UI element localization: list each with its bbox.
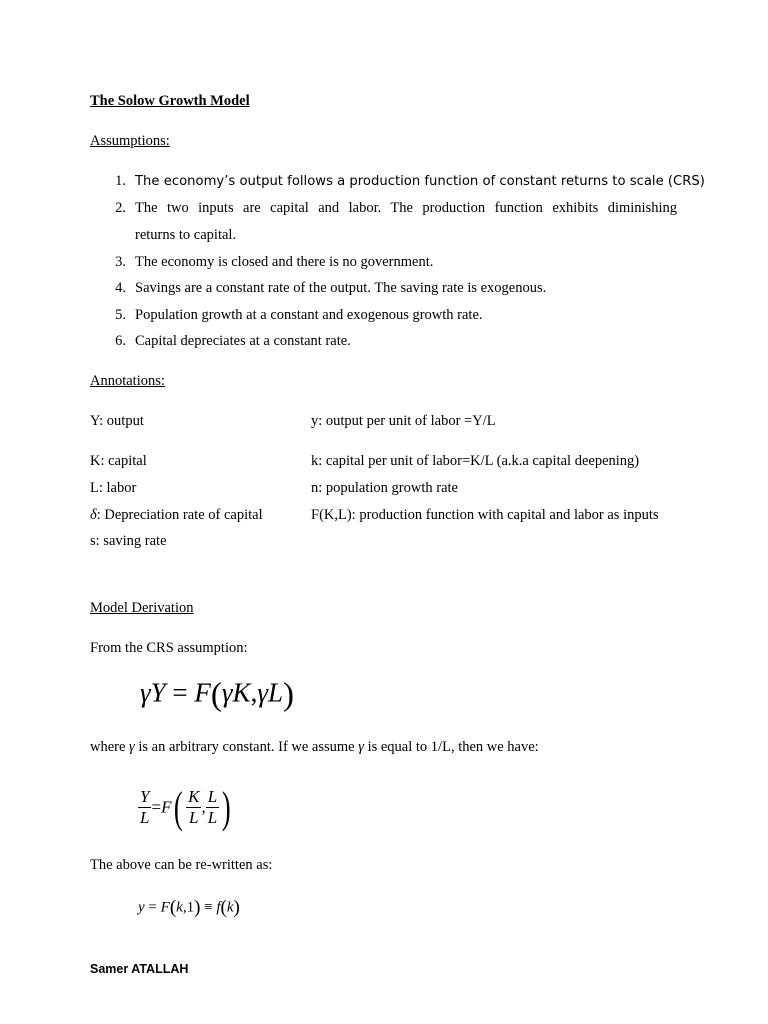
equation-per-labor: $\frac{Y}{L}$ =F( $\frac{K}{L}$ , $\frac{L}{L}$ ) xyxy=(140,783,231,832)
annotation-y: Y: output xyxy=(90,413,144,429)
annotation-k-per-labor: k: capital per unit of labor=K/L (a.k.a capital deepening) xyxy=(311,453,640,469)
annotation-y-per-labor: y: output per unit of labor =Y/L xyxy=(311,413,496,429)
equation-intensive: y = F(k,1) ≡ f(k) xyxy=(138,897,240,918)
annotation-l: L: labor xyxy=(90,480,137,496)
list-item-text: Population growth at a constant and exogenous growth rate. xyxy=(135,307,483,323)
fraction-k-l: $\frac{K}{L}$ xyxy=(188,787,200,827)
page-title: The Solow Growth Model xyxy=(90,93,250,109)
rewritten-intro: The above can be re-written as: xyxy=(90,857,273,873)
annotation-k: K: capital xyxy=(90,453,147,469)
list-item-text: The economy’s output follows a production function of constant returns to scale (CRS) xyxy=(135,174,705,189)
list-item-text: Savings are a constant rate of the output. The saving rate is exogenous. xyxy=(135,280,547,296)
derivation-heading: Model Derivation xyxy=(90,600,194,616)
list-item-number: 3. xyxy=(115,254,126,270)
crs-intro: From the CRS assumption: xyxy=(90,640,248,656)
annotation-delta xyxy=(90,507,263,524)
delta-symbol: δ xyxy=(90,507,97,523)
gamma-explanation: where γ is an arbitrary constant. If we assume γ is equal to 1/L, then we have: xyxy=(90,739,539,755)
list-item-continuation: returns to capital. xyxy=(135,227,237,243)
list-item-number: 5. xyxy=(115,307,126,323)
annotation-n: n: population growth rate xyxy=(311,480,458,496)
annotations-heading: Annotations: xyxy=(90,373,165,389)
fraction-y-l: $\frac{Y}{L}$ xyxy=(140,787,150,827)
assumptions-heading: Assumptions: xyxy=(90,133,170,149)
delta-text: : Depreciation rate of capital xyxy=(96,507,263,523)
annotation-s: s: saving rate xyxy=(90,533,167,549)
fraction-l-l: $\frac{L}{L}$ xyxy=(207,787,218,827)
annotation-f-kl: F(K,L): production function with capital and labor as inputs xyxy=(311,507,659,523)
list-item-number: 2. xyxy=(115,200,126,216)
equation-crs: γY = F(γK,γL) xyxy=(140,677,294,713)
list-item-text: The economy is closed and there is no government. xyxy=(135,254,434,270)
list-item-number: 6. xyxy=(115,333,126,349)
list-item-text: The two inputs are capital and labor. The production function exhibits diminishing xyxy=(135,200,677,216)
list-item-number: 1. xyxy=(115,173,126,189)
list-item-number: 4. xyxy=(115,280,126,296)
footer-author: Samer ATALLAH xyxy=(90,962,189,976)
list-item-text: Capital depreciates at a constant rate. xyxy=(135,333,351,349)
